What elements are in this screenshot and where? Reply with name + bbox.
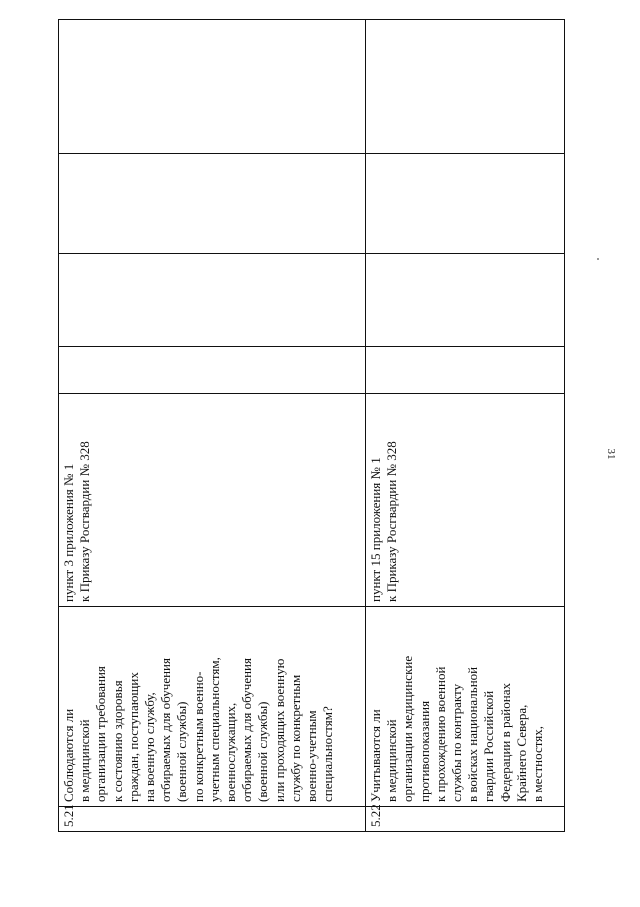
- question-line: по конкретным военно-: [190, 671, 206, 802]
- question-line: или проходящих военную: [271, 658, 287, 802]
- question-line: в медицинской: [77, 719, 93, 802]
- scan-dot: [597, 258, 599, 260]
- question-line: военнослужащих,: [223, 702, 239, 802]
- reference-line: пункт 3 приложения № 1: [61, 463, 76, 602]
- reference-line: пункт 15 приложения № 1: [368, 457, 383, 602]
- question-line: на военную службу,: [142, 692, 158, 802]
- question-line: в местностях,: [530, 726, 546, 802]
- question-line: службы по контракту: [449, 683, 465, 802]
- comment-cell: [366, 20, 565, 154]
- table-row: [366, 20, 565, 832]
- answer-cell-no: [366, 254, 565, 347]
- question-line: гвардии Российской: [481, 690, 497, 802]
- question-line: к состоянию здоровья: [109, 680, 125, 802]
- rotated-table-wrapper: [58, 20, 564, 832]
- question-line: в войсках национальной: [465, 666, 481, 802]
- reference-line: к Приказу Росгвардии № 328: [77, 441, 93, 602]
- answer-cell-yes: [59, 347, 366, 394]
- question-line: организации требования: [93, 666, 109, 802]
- table-row: [59, 20, 366, 832]
- answer-cell-yes: [366, 347, 565, 394]
- question-line: службу по конкретным: [287, 674, 303, 802]
- question-line: Федерации в районах: [497, 683, 513, 802]
- page-number: 31: [605, 448, 617, 460]
- question-line: граждан, поступающих: [125, 672, 141, 802]
- question-line: учетным специальностям,: [206, 657, 222, 802]
- reference-line: к Приказу Росгвардии № 328: [384, 441, 400, 602]
- checklist-table: [58, 19, 565, 832]
- question-line: военно-учетным: [304, 710, 320, 802]
- question-line: специальностям?: [320, 706, 336, 802]
- question-line: отбираемых для обучения: [239, 658, 255, 802]
- item-number-cell: 5.21: [59, 807, 366, 832]
- question-line: Соблюдаются ли: [61, 708, 76, 802]
- question-line: противопоказания: [416, 700, 432, 802]
- question-line: Учитываются ли: [368, 709, 383, 802]
- question-line: отбираемых для обучения: [158, 658, 174, 802]
- answer-cell-not-applicable: [366, 154, 565, 254]
- question-line: Крайнего Севера,: [513, 704, 529, 802]
- question-line: организации медицинские: [400, 655, 416, 802]
- question-cell: [59, 607, 366, 807]
- reference-cell: [366, 394, 565, 607]
- reference-cell: [59, 394, 366, 607]
- answer-cell-not-applicable: [59, 154, 366, 254]
- question-line: (военной службы): [255, 701, 271, 802]
- comment-cell: [59, 20, 366, 154]
- question-line: в медицинской: [384, 719, 400, 802]
- item-number-cell: 5.22: [366, 807, 565, 832]
- answer-cell-no: [59, 254, 366, 347]
- question-line: к прохождению военной: [432, 666, 448, 802]
- question-line: (военной службы): [174, 701, 190, 802]
- question-cell: [366, 607, 565, 807]
